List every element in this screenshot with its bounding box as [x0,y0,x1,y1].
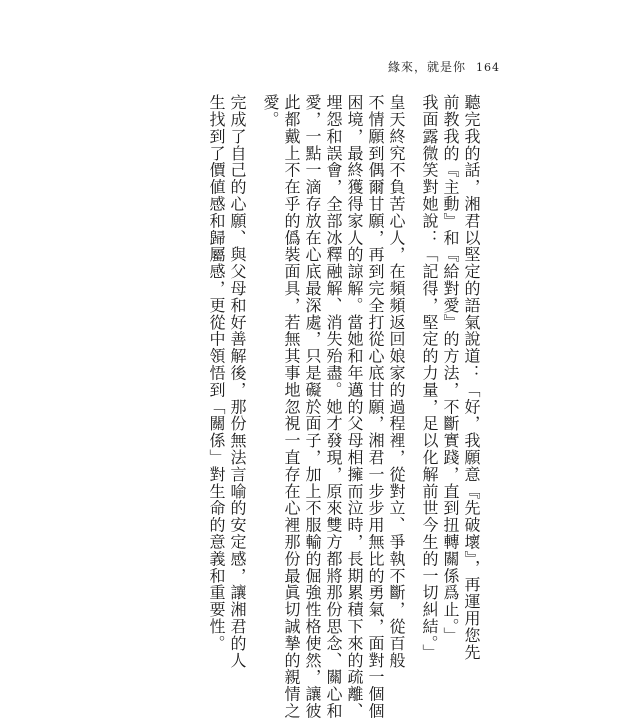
text-column-9: 愛，一點一滴存放在心底最深處，只是礙於面子，加上不服輸的倔強性格使然，讓彼 [303,94,322,719]
text-column-5: 皇天終究不負苦心人，在頻頻返回娘家的過程裡，從對立、爭執不斷，從百般 [387,94,406,669]
paragraph-gap [409,94,417,584]
text-column-3: 我面露微笑對她說：「記得，堅定的力量，足以化解前世今生的一切糾結。」 [420,94,439,661]
text-column-2: 前教我的『主動』和『給對愛』的方法，不斷實踐，直到扭轉關係爲止。」 [441,94,460,644]
body-text [207,94,481,719]
text-column-6: 不情願到偶爾甘願，再到完全打從心底甘願，湘君一步步用無比的勇氣，面對一個個 [366,94,385,719]
text-column-1: 聽完我的話，湘君以堅定的語氣說道：「好，我願意『先破壞』，再運用您先 [462,94,481,661]
paragraph-gap [250,94,258,584]
text-column-13: 完成了自己的心願、與父母和好善解後，那份無法言喻的安定感，讓湘君的人 [228,94,247,669]
text-column-7: 困境，最終獲得家人的諒解。當她和年邁的父母相擁而泣時，長期累積下來的疏離、 [345,94,364,719]
page-number: 164 [476,61,500,74]
text-column-11: 愛。 [261,94,280,128]
text-column-8: 埋怨和誤會，全部冰釋融解、消失殆盡。她才發現，原來雙方都將那份思念、關心和 [324,94,343,719]
running-head [388,58,500,75]
text-column-10: 此都戴上不在乎的僞裝面具，若無其事地忽視一直存在心裡那份最眞切誠摯的親情之 [282,94,301,719]
text-column-14: 生找到了價値感和歸屬感，更從中領悟到「關係」對生命的意義和重要性。 [207,94,226,652]
running-head-title: 緣來，就是你 [387,60,466,74]
